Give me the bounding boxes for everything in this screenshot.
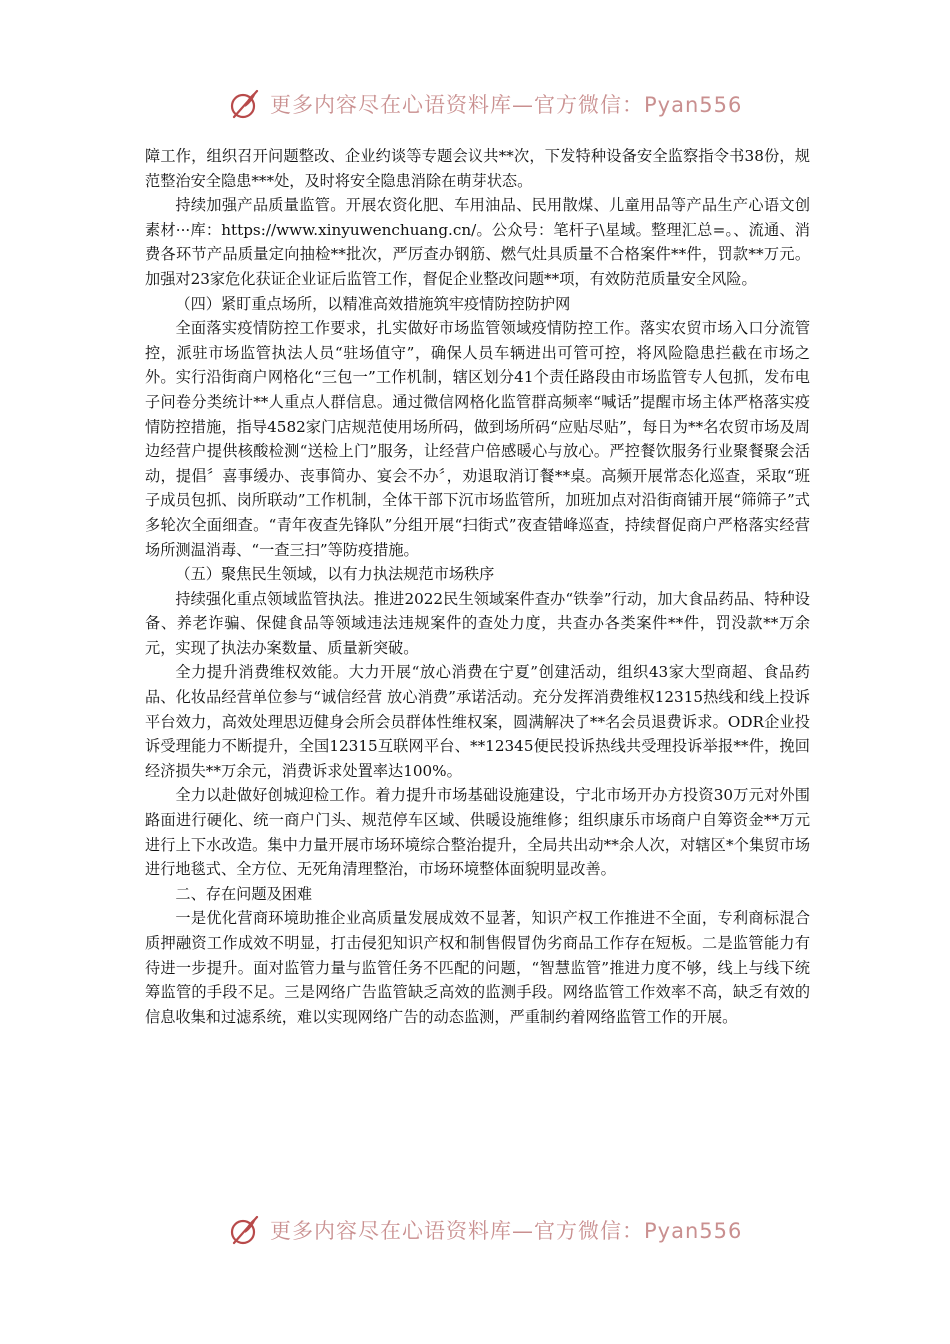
paragraph: 一是优化营商环境助推企业高质量发展成效不显著，知识产权工作推进不全面，专利商标混合质押融资工作成效不明显，打击侵犯知识产权和制售假冒伪劣商品工作存在短板。二是监管能力有待进一步提升。面对监管力量与监管任务不匹配的问题，“智慧监管”推进力度不够，线上与线下统筹监管的手段不足。三是网络广告监管缺乏高效的监测手段。网络监管工作效率不高，缺乏有效的信息收集和过滤系统，难以实现网络广告的动态监测，严重制约着网络监管工作的开展。 <box>145 909 810 1026</box>
paragraph: 持续加强产品质量监管。开展农资化肥、车用油品、民用散煤、儿童用品等产品生产心语文创素材···库：https://www.xinyuwenchuang.cn/。公众号：笔杆子\星域。整理汇总=。、流通、消费各环节产品质量定向抽检**批次，严厉查办钢筋、燃气灶具质量不合格案件**件，罚款**万元。加强对23家危化获证企业证后监管工作，督促企业整改问题**项，有效防范质量安全风险。 <box>145 196 811 288</box>
watermark-text: 更多内容尽在心语资料库—官方微信：Pyan556 <box>270 1219 743 1243</box>
watermark-text: 更多内容尽在心语资料库—官方微信：Pyan556 <box>270 93 743 117</box>
quill-logo-icon <box>228 1212 264 1248</box>
section-heading: （五）聚焦民生领域，以有力执法规范市场秩序 <box>175 565 495 584</box>
paragraph: 全面落实疫情防控工作要求，扎实做好市场监管领域疫情防控工作。落实农贸市场入口分流管控，派驻市场监管执法人员“驻场值守”，确保人员车辆进出可管可控，将风险隐患拦截在市场之外。实行沿街商户网格化“三包一”工作机制，辖区划分41个责任路段由市场监管专人包抓，发布电子问卷分类统计**人重点人群信息。通过微信网格化监管群高频率“喊话”提醒市场主体严格落实疫情防控措施，指导4582家门店规范使用场所码，做到场所码“应贴尽贴”，每日为**名农贸市场及周边经营户提供核酸检测“送检上门”服务，让经营户倍感暖心与放心。严控餐饮服务行业聚餐聚会活动，提倡〞喜事缓办、丧事简办、宴会不办〞，劝退取消订餐**桌。高频开展常态化巡查，采取“班子成员包抓、岗所联动”工作机制，全体干部下沉市场监管所，加班加点对沿街商铺开展“筛筛子”式多轮次全面细查。“青年夜查先锋队”分组开展“扫街式”夜查错峰巡查，持续督促商户严格落实经营场所测温消毒、“一查三扫”等防疫措施。 <box>145 319 810 559</box>
section-heading: 二、存在问题及困难 <box>175 884 313 903</box>
paragraph: 全力提升消费维权效能。大力开展“放心消费在宁夏”创建活动，组织43家大型商超、食品药品、化妆品经营单位参与“诚信经营 放心消费”承诺活动。充分发挥消费维权12315热线和线上投诉平台效力，高效处理思迈健身会所会员群体性维权案，圆满解决了**名会员退费诉求。ODR企业投诉受理能力不断提升，全国12315互联网平台、**12345便民投诉热线共受理投诉举报**件，挽回经济损失**万余元，消费诉求处置率达100%。 <box>145 663 810 780</box>
paragraph: 持续强化重点领域监管执法。推进2022民生领域案件查办“铁拳”行动，加大食品药品、特种设备、养老诈骗、保健食品等领域违法违规案件的查处力度，共查办各类案件**件，罚没款**万余元，实现了执法办案数量、质量新突破。 <box>145 589 810 657</box>
section-heading: （四）紧盯重点场所，以精准高效措施筑牢疫情防控防护网 <box>175 294 571 313</box>
watermark-footer <box>228 1210 742 1250</box>
quill-logo-icon <box>228 86 264 122</box>
watermark-header <box>228 84 742 124</box>
paragraph: 全力以赴做好创城迎检工作。着力提升市场基础设施建设，宁北市场开办方投资30万元对外围路面进行硬化、统一商户门头、规范停车区域、供暖设施维修；组织康乐市场商户自筹资金**万元进行上下水改造。集中力量开展市场环境综合整治提升，全局共出动**余人次，对辖区*个集贸市场进行地毯式、全方位、无死角清理整治，市场环境整体面貌明显改善。 <box>145 786 810 879</box>
paragraph: 障工作，组织召开问题整改、企业约谈等专题会议共**次，下发特种设备安全监察指令书38份，规范整治安全隐患***处，及时将安全隐患消除在萌芽状态。 <box>145 147 810 190</box>
document-body <box>145 144 810 1029</box>
